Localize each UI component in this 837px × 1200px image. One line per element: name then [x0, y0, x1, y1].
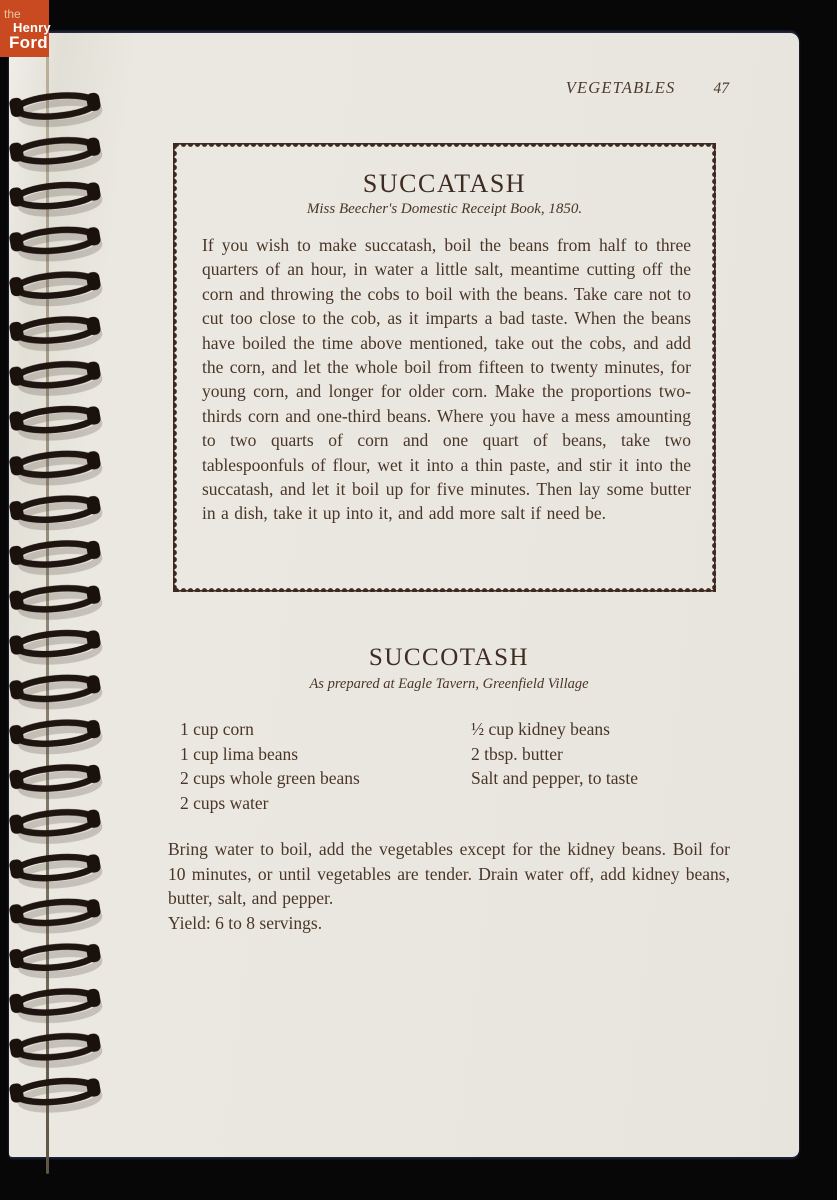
list-item: 1 cup lima beans [180, 743, 299, 764]
recipe-title: SUCCATASH [362, 169, 527, 198]
list-item: 2 cups water [180, 792, 269, 813]
ingredient-column-left [180, 717, 360, 815]
boxed-recipe [173, 143, 716, 592]
tavern-recipe-attribution: As prepared at Eagle Tavern, Greenfield Village [309, 676, 589, 692]
logo-prefix: the [4, 7, 21, 21]
running-head [9, 78, 729, 100]
henry-ford-logo [0, 0, 49, 57]
running-head-section: VEGETABLES [565, 78, 676, 97]
logo-line2: Ford [9, 33, 48, 52]
list-item: 2 cups whole green beans [180, 768, 360, 789]
instructions-text: Bring water to boil, add the vegetables except for the kidney beans. Boil for 10 minutes, or until vegetables are tender. Drain water off, add kidney beans, butter, salt, and pepper. [168, 839, 730, 909]
logo-line1: Henry [13, 20, 51, 35]
list-item: ½ cup kidney beans [471, 719, 610, 739]
recipe-body-text: If you wish to make succatash, boil the beans from half to three quarters of an hour, in water a little salt, meantime cutting off the corn and throwing the cobs to boil with the beans. Take care not to cut too close to the cob, as it imparts a bad taste. When the beans have boiled the time above mentioned, take out the cobs, and add the corn, and let the whole boil from fifteen to twenty minutes, for young corn, and longer for older corn. Make the proportions two-thirds corn and one-third beans. Where you have a mess amounting to two quarts of corn and one quart of beans, take two tablespoonfuls of flour, wet it into a thin paste, and stir it into the succatash, and let it boil up for five minutes. Then lay some butter in a dish, take it up into it, and add more salt if need be. [202, 235, 691, 524]
ingredient-list [168, 717, 730, 817]
recipe-attribution: Miss Beecher's Domestic Receipt Book, 1850. [306, 201, 583, 217]
tavern-recipe [168, 644, 730, 935]
list-item: 1 cup corn [180, 719, 254, 739]
spiral-binding-coils [2, 84, 106, 1115]
list-item: Salt and pepper, to taste [471, 768, 638, 789]
list-item: 2 tbsp. butter [471, 743, 563, 764]
ingredient-column-right [471, 717, 638, 791]
book-page [9, 33, 799, 1157]
page-number: 47 [713, 80, 729, 97]
tavern-recipe-title: SUCCOTASH [368, 644, 530, 671]
yield-text: Yield: 6 to 8 servings. [168, 912, 323, 933]
